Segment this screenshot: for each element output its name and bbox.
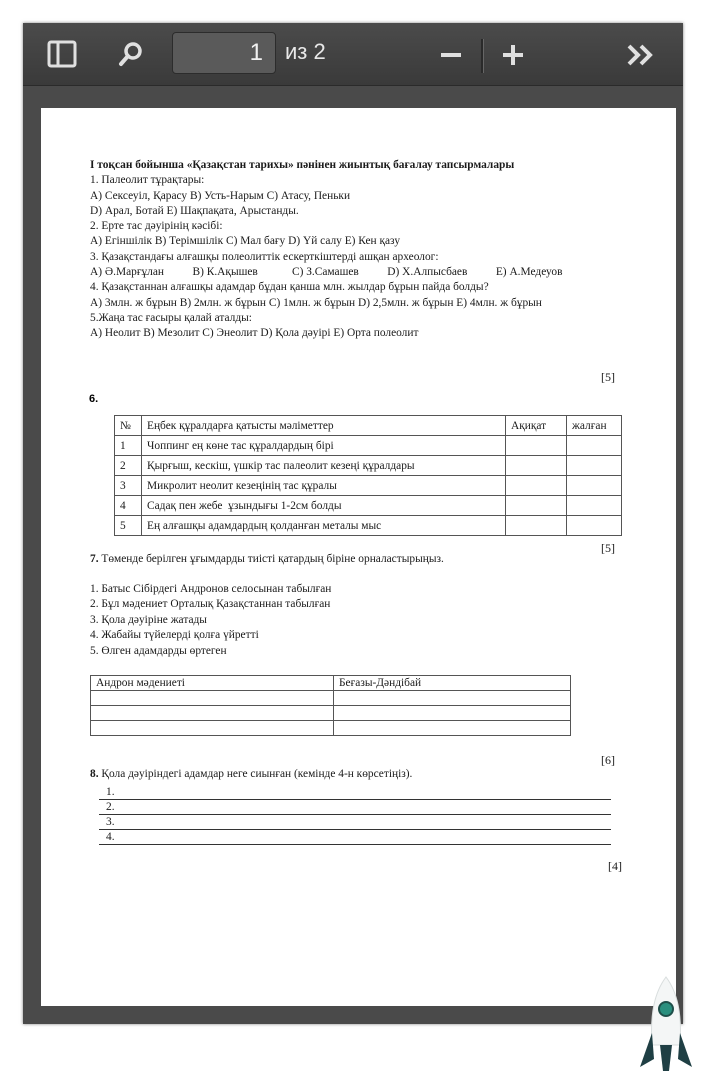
answer-cell[interactable] xyxy=(506,496,567,516)
search-button[interactable] xyxy=(113,37,149,71)
question-8-text xyxy=(90,768,412,780)
score-mark: [5] xyxy=(601,370,615,384)
table-cell: Садақ пен жебе ұзындығы 1-2см болды xyxy=(142,496,506,516)
table-header-cell: Беғазы-Дәндібай xyxy=(334,676,571,691)
questions-1-5 xyxy=(90,158,630,342)
document-page xyxy=(41,108,676,1006)
answer-cell[interactable] xyxy=(506,476,567,496)
table-cell: 1 xyxy=(115,436,142,456)
plus-icon xyxy=(501,43,525,67)
page-number-input[interactable]: 1 xyxy=(172,32,276,74)
question-8-prompt: Қола дәуіріндегі адамдар неге сиынған (кемінде 4-н көрсетіңіз). xyxy=(98,768,413,780)
table-cell: Чоппинг ең көне тас құралдардың бірі xyxy=(142,436,506,456)
answer-cell[interactable] xyxy=(91,721,334,736)
answer-line[interactable]: 1. xyxy=(99,785,611,800)
table-header-row xyxy=(91,676,571,691)
q-line: D) Арал, Ботай Е) Шақпақата, Арыстанды. xyxy=(90,204,299,217)
table-row xyxy=(115,436,622,456)
table-cell: 3 xyxy=(115,476,142,496)
answer-cell[interactable] xyxy=(506,516,567,536)
pdf-viewer xyxy=(23,23,683,1024)
answer-cell[interactable] xyxy=(567,476,622,496)
answer-cell[interactable] xyxy=(567,496,622,516)
question-8-number: 8. xyxy=(90,768,99,780)
answer-cell[interactable] xyxy=(506,456,567,476)
answer-cell[interactable] xyxy=(334,721,571,736)
table-cell: Микролит неолит кезеңінің тас құралы xyxy=(142,476,506,496)
table-cell: 2 xyxy=(115,456,142,476)
table-header-cell: Андрон мәдениеті xyxy=(91,676,334,691)
zoom-out-button[interactable] xyxy=(433,39,469,71)
q-line: 5.Жаңа тас ғасыры қалай аталды: xyxy=(90,311,252,324)
viewer-toolbar xyxy=(23,23,683,86)
table-row xyxy=(115,496,622,516)
table-header-row xyxy=(115,416,622,436)
list-item: 3. Қола дәуіріне жатады xyxy=(90,613,207,626)
q-line: 1. Палеолит тұрақтары: xyxy=(90,174,205,187)
q-line: 3. Қазақстандағы алғашқы полеолиттік ескерткіштерді ашқан археолог: xyxy=(90,250,439,263)
table-row xyxy=(115,456,622,476)
question-7-number: 7. xyxy=(90,553,99,565)
table-row xyxy=(115,516,622,536)
q-line: А) Егіншілік В) Терімшілік С) Мал бағу D) Үй салу Е) Кен қазу xyxy=(90,235,401,248)
table-cell: Ең алғашқы адамдардың қолданған металы мыс xyxy=(142,516,506,536)
rocket-icon[interactable] xyxy=(636,975,696,1085)
toolbar-separator xyxy=(481,39,484,73)
answer-cell[interactable] xyxy=(506,436,567,456)
answer-line[interactable]: 3. xyxy=(99,815,611,830)
more-tools-button[interactable] xyxy=(621,39,661,71)
answer-cell[interactable] xyxy=(567,436,622,456)
table-cell: Қырғыш, кескіш, үшкір тас палеолит кезеңі құралдары xyxy=(142,456,506,476)
list-item: 1. Батыс Сібірдегі Андронов селосынан табылған xyxy=(90,582,332,595)
answer-cell[interactable] xyxy=(567,516,622,536)
q-line: 2. Ерте тас дәуірінің кәсібі: xyxy=(90,220,223,233)
table-cell: 4 xyxy=(115,496,142,516)
q-line: 4. Қазақстаннан алғашқы адамдар бұдан қанша млн. жылдар бұрын пайда болды? xyxy=(90,281,489,294)
true-false-table xyxy=(114,415,622,536)
search-icon xyxy=(117,40,145,68)
question-7-text xyxy=(90,552,444,568)
table-header-cell: № xyxy=(115,416,142,436)
q-line: А) Сексеуіл, Қарасу В) Усть-Нарым С) Атасу, Пеньки xyxy=(90,189,351,202)
table-header-cell: жалған xyxy=(567,416,622,436)
list-item: 4. Жабайы түйелерді қолға үйретті xyxy=(90,629,259,642)
question-7 xyxy=(90,552,444,660)
q-line: А) Ә.Марғұлан В) К.Ақышев С) З.Самашев D) Х.Алпысбаев Е) А.Медеуов xyxy=(90,266,563,279)
answer-cell[interactable] xyxy=(91,706,334,721)
table-row xyxy=(91,721,571,736)
zoom-in-button[interactable] xyxy=(495,39,531,71)
answer-cell[interactable] xyxy=(334,706,571,721)
table-row xyxy=(91,691,571,706)
minus-icon xyxy=(439,43,463,67)
page-total-label: из 2 xyxy=(285,39,326,64)
list-item: 5. Өлген адамдарды өртеген xyxy=(90,644,227,657)
score-mark: [4] xyxy=(608,859,622,873)
answer-cell[interactable] xyxy=(91,691,334,706)
double-chevron-right-icon xyxy=(625,43,657,67)
answer-line[interactable]: 2. xyxy=(99,800,611,815)
table-row xyxy=(91,706,571,721)
answer-cell[interactable] xyxy=(567,456,622,476)
table-header-cell: Ақиқат xyxy=(506,416,567,436)
page-title: І тоқсан бойынша «Қазақстан тарихы» пәнінен жиынтық бағалау тапсырмалары xyxy=(90,159,515,171)
table-cell: 5 xyxy=(115,516,142,536)
sidebar-toggle-icon xyxy=(47,40,77,68)
table-header-cell: Еңбек құралдарға қатысты мәліметтер xyxy=(142,416,506,436)
score-mark: [5] xyxy=(601,541,615,555)
answer-cell[interactable] xyxy=(334,691,571,706)
table-row xyxy=(115,476,622,496)
culture-table xyxy=(90,675,571,736)
list-item: 2. Бұл мәдениет Орталық Қазақстаннан табылған xyxy=(90,598,331,611)
question-6-label: 6. xyxy=(89,393,99,405)
sidebar-toggle-button[interactable] xyxy=(43,37,81,71)
q-line: А) Неолит В) Мезолит С) Энеолит D) Қола дәуірі Е) Орта полеолит xyxy=(90,327,419,340)
question-7-prompt: Төменде берілген ұғымдарды тиісті қатардың біріне орналастырыңыз. xyxy=(98,553,444,565)
q-line: А) 3млн. ж бұрын В) 2млн. ж бұрын С) 1млн. ж бұрын D) 2,5млн. ж бұрын Е) 4млн. ж бұрын xyxy=(90,296,542,309)
score-mark: [6] xyxy=(601,753,615,767)
answer-line[interactable]: 4. xyxy=(99,830,611,845)
